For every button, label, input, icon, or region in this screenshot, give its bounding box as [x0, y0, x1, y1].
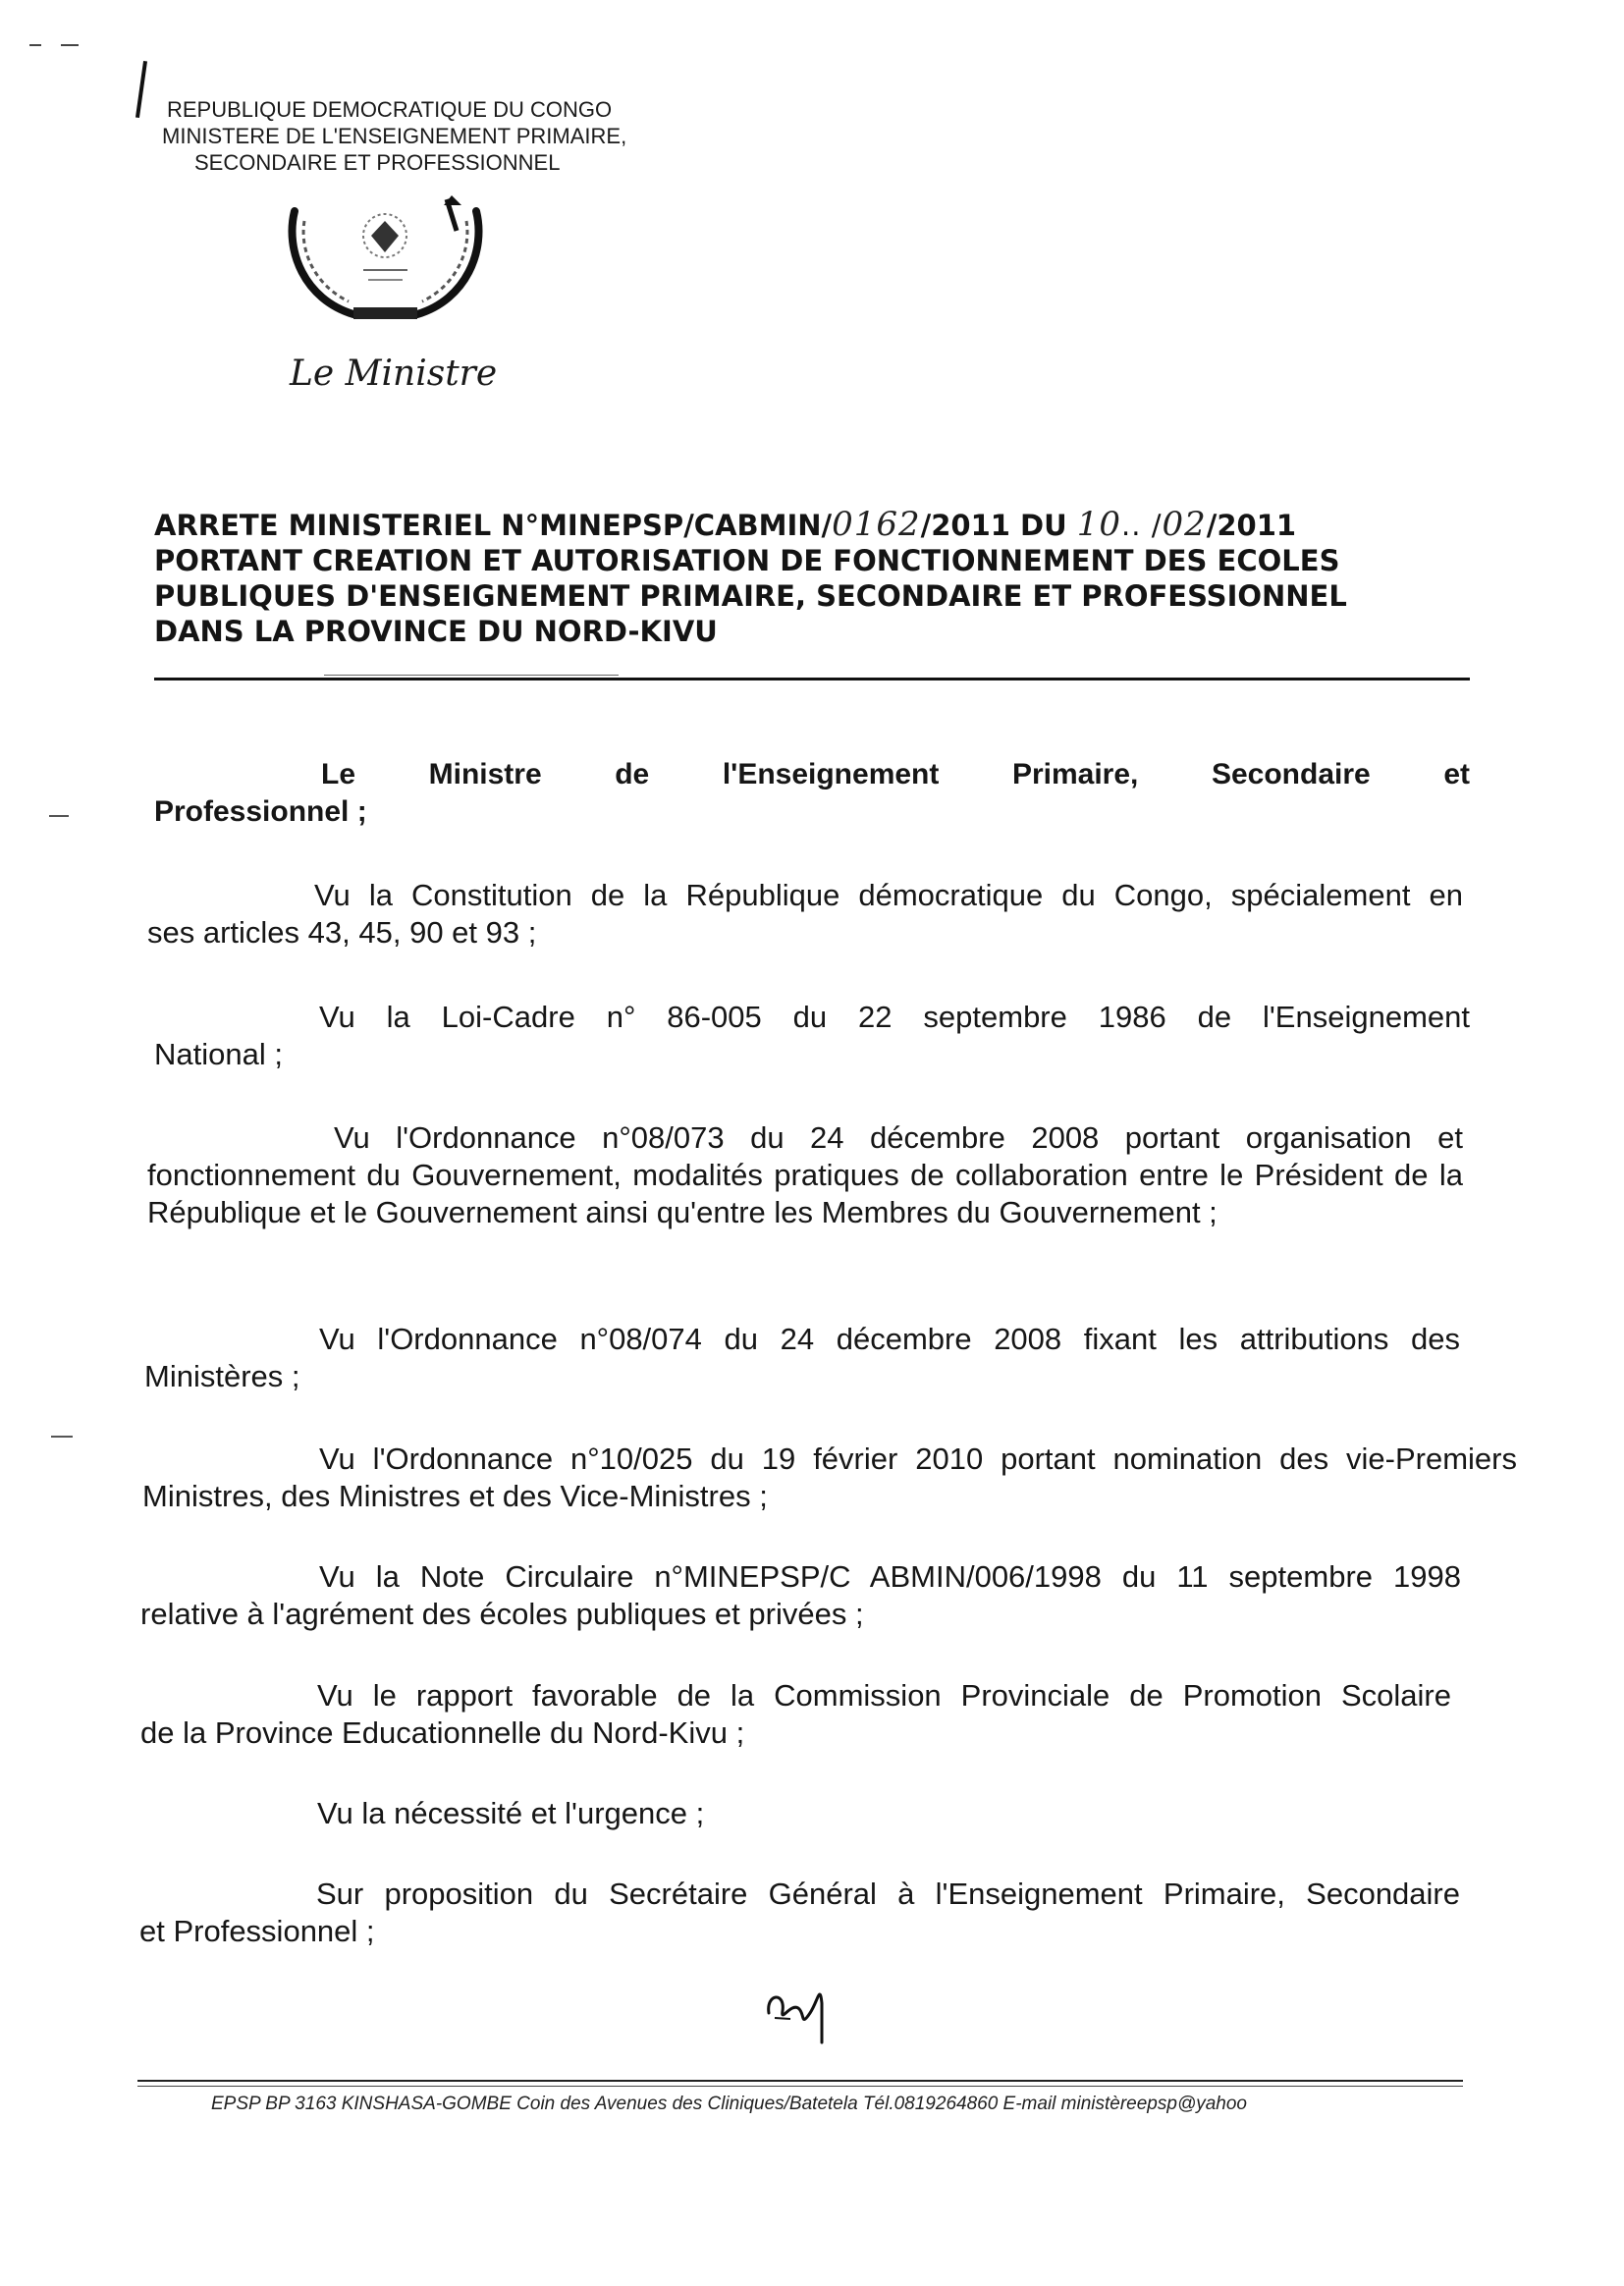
paragraph-first-line: Vu l'Ordonnance n°08/074 du 24 décembre 2008 fixant les attributions des	[319, 1322, 1460, 1356]
minister-intro	[154, 756, 1470, 831]
paragraph-rest: relative à l'agrément des écoles publiques et privées ;	[140, 1597, 864, 1631]
footer-rule-thin	[137, 2086, 1463, 2087]
paragraph-ordonnance-08-073	[147, 1119, 1463, 1231]
scan-mark	[29, 44, 41, 46]
decree-title-prefix: ARRETE MINISTERIEL N°MINEPSP/CABMIN/	[154, 509, 833, 542]
margin-mark	[49, 815, 69, 817]
handwritten-stroke	[135, 61, 147, 118]
paragraph-note-circulaire	[140, 1558, 1461, 1633]
decree-number-handwritten: 0162	[832, 505, 921, 544]
title-underline-faint	[324, 675, 619, 676]
paragraph-constitution	[147, 877, 1463, 952]
paragraph-first-line: Vu la Loi-Cadre n° 86-005 du 22 septembre 1986 de l'Enseignement	[319, 1000, 1470, 1034]
decree-title-line4: DANS LA PROVINCE DU NORD-KIVU	[154, 615, 718, 648]
decree-title-mid: /2011 DU	[920, 509, 1077, 542]
paragraph-rapport-favorable	[140, 1677, 1451, 1752]
decree-title-line3: PUBLIQUES D'ENSEIGNEMENT PRIMAIRE, SECONDAIRE ET PROFESSIONNEL	[154, 579, 1347, 613]
coat-of-arms-emblem	[275, 191, 496, 329]
decree-year: /2011	[1206, 509, 1297, 542]
decree-title-line2: PORTANT CREATION ET AUTORISATION DE FONCTIONNEMENT DES ECOLES	[154, 544, 1340, 577]
paragraph-rest: National ;	[154, 1037, 283, 1071]
paragraph-rest: Ministères ;	[144, 1359, 300, 1393]
paragraph-ordonnance-08-074	[144, 1321, 1460, 1395]
paragraph-first-line: Vu la Constitution de la République démocratique du Congo, spécialement en	[314, 878, 1463, 912]
letterhead-ministry-cont: SECONDAIRE ET PROFESSIONNEL	[194, 150, 561, 175]
footer-rule	[137, 2080, 1463, 2082]
decree-title	[154, 507, 1470, 649]
paragraph-rest: de la Province Educationnelle du Nord-Kivu ;	[140, 1715, 745, 1750]
paragraph-rest: fonctionnement du Gouvernement, modalités pratiques de collaboration entre le Président de la République et le Gouvernement ainsi qu'entre les Membres du Gouvernement ;	[147, 1158, 1463, 1229]
paragraph-proposition	[139, 1876, 1460, 1950]
paragraph-rest: ses articles 43, 45, 90 et 93 ;	[147, 915, 537, 950]
paragraph-ordonnance-10-025	[142, 1441, 1517, 1515]
paragraph-first-line: Vu le rapport favorable de la Commission Provinciale de Promotion Scolaire	[317, 1678, 1451, 1713]
scan-mark	[61, 44, 79, 46]
paragraph-first-line: Vu l'Ordonnance n°08/073 du 24 décembre 2008 portant organisation et	[334, 1120, 1463, 1155]
title-underline	[154, 678, 1470, 680]
paragraph-first-line: Vu la nécessité et l'urgence ;	[317, 1796, 705, 1830]
letterhead-ministry: MINISTERE DE L'ENSEIGNEMENT PRIMAIRE,	[162, 124, 627, 148]
paragraph-rest: Ministres, des Ministres et des Vice-Ministres ;	[142, 1479, 768, 1513]
letterhead	[162, 96, 626, 176]
paragraph-rest: et Professionnel ;	[139, 1914, 375, 1948]
initials-signature	[761, 1974, 854, 2047]
paragraph-loi-cadre	[154, 999, 1470, 1073]
minister-intro-line2: Professionnel ;	[154, 795, 367, 828]
decree-day-handwritten: 10	[1076, 505, 1122, 544]
paragraph-necessite-urgence	[317, 1795, 704, 1832]
date-separator: .. /	[1121, 509, 1163, 542]
footer-address: EPSP BP 3163 KINSHASA-GOMBE Coin des Avenues des Cliniques/Batetela Tél.0819264860 E-mail ministèreepsp@yahoo	[211, 2094, 1248, 2114]
margin-mark	[51, 1436, 73, 1438]
paragraph-first-line: Sur proposition du Secrétaire Général à l'Enseignement Primaire, Secondaire	[316, 1877, 1460, 1911]
minister-signature-title: Le Ministre	[290, 354, 498, 394]
paragraph-first-line: Vu l'Ordonnance n°10/025 du 19 février 2010 portant nomination des vie-Premiers	[319, 1442, 1517, 1476]
minister-intro-line1: Le Ministre de l'Enseignement Primaire, Secondaire et	[321, 758, 1470, 790]
paragraph-first-line: Vu la Note Circulaire n°MINEPSP/C ABMIN/006/1998 du 11 septembre 1998	[319, 1559, 1461, 1594]
letterhead-country: REPUBLIQUE DEMOCRATIQUE DU CONGO	[167, 97, 613, 122]
decree-month-handwritten: 02	[1162, 505, 1207, 544]
